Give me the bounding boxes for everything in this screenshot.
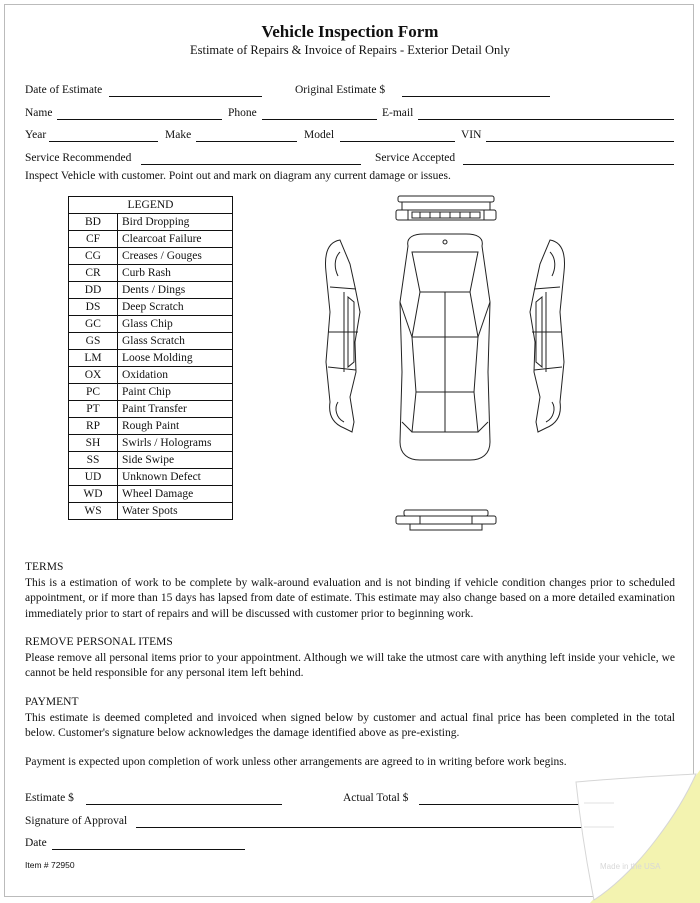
- vehicle-front-view[interactable]: [396, 196, 496, 220]
- legend-description: Unknown Defect: [118, 469, 233, 486]
- legend-title: LEGEND: [69, 197, 233, 214]
- legend-description: Oxidation: [118, 367, 233, 384]
- vehicle-left-side-view[interactable]: [326, 240, 360, 432]
- email-field[interactable]: [418, 119, 674, 120]
- vehicle-right-side-view[interactable]: [530, 240, 564, 432]
- name-field[interactable]: [57, 119, 222, 120]
- legend-code: CG: [69, 248, 118, 265]
- legend-table: [68, 196, 233, 520]
- legend-row: [69, 469, 233, 486]
- legend-description: Creases / Gouges: [118, 248, 233, 265]
- personal-items-heading: REMOVE PERSONAL ITEMS: [25, 636, 173, 648]
- estimate-label: Estimate $: [25, 792, 74, 804]
- vehicle-top-view[interactable]: [400, 234, 490, 460]
- legend-code: GS: [69, 333, 118, 350]
- legend-row: [69, 503, 233, 520]
- actual-total-label: Actual Total $: [343, 792, 409, 804]
- date-of-estimate-field[interactable]: [109, 96, 262, 97]
- legend-row: [69, 265, 233, 282]
- signature-field[interactable]: [136, 827, 614, 828]
- made-in-usa-mark: Made in the USA: [600, 862, 661, 871]
- legend-description: Glass Scratch: [118, 333, 233, 350]
- payment-heading: PAYMENT: [25, 696, 79, 708]
- legend-code: PT: [69, 401, 118, 418]
- legend-code: RP: [69, 418, 118, 435]
- year-label: Year: [25, 129, 47, 141]
- legend-description: Deep Scratch: [118, 299, 233, 316]
- legend-code: DD: [69, 282, 118, 299]
- inspection-instruction: Inspect Vehicle with customer. Point out and mark on diagram any current damage or issues.: [25, 170, 451, 182]
- legend-description: Loose Molding: [118, 350, 233, 367]
- legend-row: [69, 350, 233, 367]
- legend-description: Dents / Dings: [118, 282, 233, 299]
- legend-description: Clearcoat Failure: [118, 231, 233, 248]
- terms-body: This is a estimation of work to be complete by walk-around evaluation and is not binding if vehicle condition changes prior to scheduled appointment, or if more than 15 days has lapsed from date of estimate. This estimate may also change based on a more detailed examination immediately prior to start of repairs and will be discussed with customer prior to beginning work.: [25, 577, 675, 620]
- legend-code: LM: [69, 350, 118, 367]
- legend-code: SH: [69, 435, 118, 452]
- legend-row: [69, 452, 233, 469]
- vin-field[interactable]: [486, 141, 674, 142]
- legend-row: [69, 418, 233, 435]
- legend-description: Rough Paint: [118, 418, 233, 435]
- original-estimate-label: Original Estimate $: [295, 84, 386, 96]
- legend-description: Wheel Damage: [118, 486, 233, 503]
- personal-items-body: Please remove all personal items prior to your appointment. Although we will take the utmost care with anything left inside your vehicle, we cannot be held responsible for any personal item left behind.: [25, 652, 675, 680]
- phone-label: Phone: [228, 107, 257, 119]
- payment-note: Payment is expected upon completion of work unless other arrangements are agreed to in writing before work begins.: [25, 756, 567, 768]
- legend-description: Side Swipe: [118, 452, 233, 469]
- legend-code: SS: [69, 452, 118, 469]
- email-label: E-mail: [382, 107, 414, 119]
- legend-code: GC: [69, 316, 118, 333]
- legend-row: [69, 299, 233, 316]
- legend-description: Curb Rash: [118, 265, 233, 282]
- date-of-estimate-label: Date of Estimate: [25, 84, 103, 96]
- legend-code: BD: [69, 214, 118, 231]
- year-field[interactable]: [49, 141, 158, 142]
- vehicle-rear-view[interactable]: [396, 510, 496, 530]
- form-title: Vehicle Inspection Form: [261, 22, 439, 41]
- legend-code: OX: [69, 367, 118, 384]
- page-curl: [560, 770, 700, 903]
- form-subtitle: Estimate of Repairs & Invoice of Repairs - Exterior Detail Only: [189, 43, 511, 57]
- legend-row: [69, 214, 233, 231]
- legend-code: WS: [69, 503, 118, 520]
- make-field[interactable]: [196, 141, 297, 142]
- payment-body: This estimate is deemed completed and invoiced when signed below by customer and actual final price has been completed in the total below. Customer's signature below acknowledges the damage identified above as pre-existing.: [25, 712, 675, 740]
- legend-code: PC: [69, 384, 118, 401]
- model-label: Model: [304, 129, 335, 141]
- original-estimate-field[interactable]: [402, 96, 550, 97]
- model-field[interactable]: [340, 141, 455, 142]
- legend-code: WD: [69, 486, 118, 503]
- estimate-field[interactable]: [86, 804, 282, 805]
- legend-row: [69, 248, 233, 265]
- legend-description: Paint Chip: [118, 384, 233, 401]
- legend-row: [69, 384, 233, 401]
- legend-row: [69, 367, 233, 384]
- legend-row: [69, 435, 233, 452]
- service-recommended-label: Service Recommended: [25, 152, 132, 164]
- legend-description: Swirls / Holograms: [118, 435, 233, 452]
- legend-row: [69, 401, 233, 418]
- date-label: Date: [25, 837, 47, 849]
- name-label: Name: [25, 107, 53, 119]
- service-accepted-label: Service Accepted: [375, 152, 456, 164]
- legend-description: Water Spots: [118, 503, 233, 520]
- item-number: Item # 72950: [25, 860, 75, 870]
- vehicle-diagram[interactable]: [300, 192, 590, 532]
- service-recommended-field[interactable]: [141, 164, 361, 165]
- service-accepted-field[interactable]: [463, 164, 674, 165]
- legend-code: UD: [69, 469, 118, 486]
- legend-code: CR: [69, 265, 118, 282]
- date-field[interactable]: [52, 849, 245, 850]
- make-label: Make: [165, 129, 192, 141]
- legend-description: Glass Chip: [118, 316, 233, 333]
- signature-label: Signature of Approval: [25, 815, 128, 827]
- legend-description: Bird Dropping: [118, 214, 233, 231]
- legend-row: [69, 231, 233, 248]
- legend-code: DS: [69, 299, 118, 316]
- terms-heading: TERMS: [25, 561, 64, 573]
- legend-code: CF: [69, 231, 118, 248]
- vin-label: VIN: [461, 129, 482, 141]
- legend-row: [69, 316, 233, 333]
- legend-row: [69, 333, 233, 350]
- legend-row: [69, 486, 233, 503]
- legend-row: [69, 282, 233, 299]
- legend-description: Paint Transfer: [118, 401, 233, 418]
- phone-field[interactable]: [262, 119, 377, 120]
